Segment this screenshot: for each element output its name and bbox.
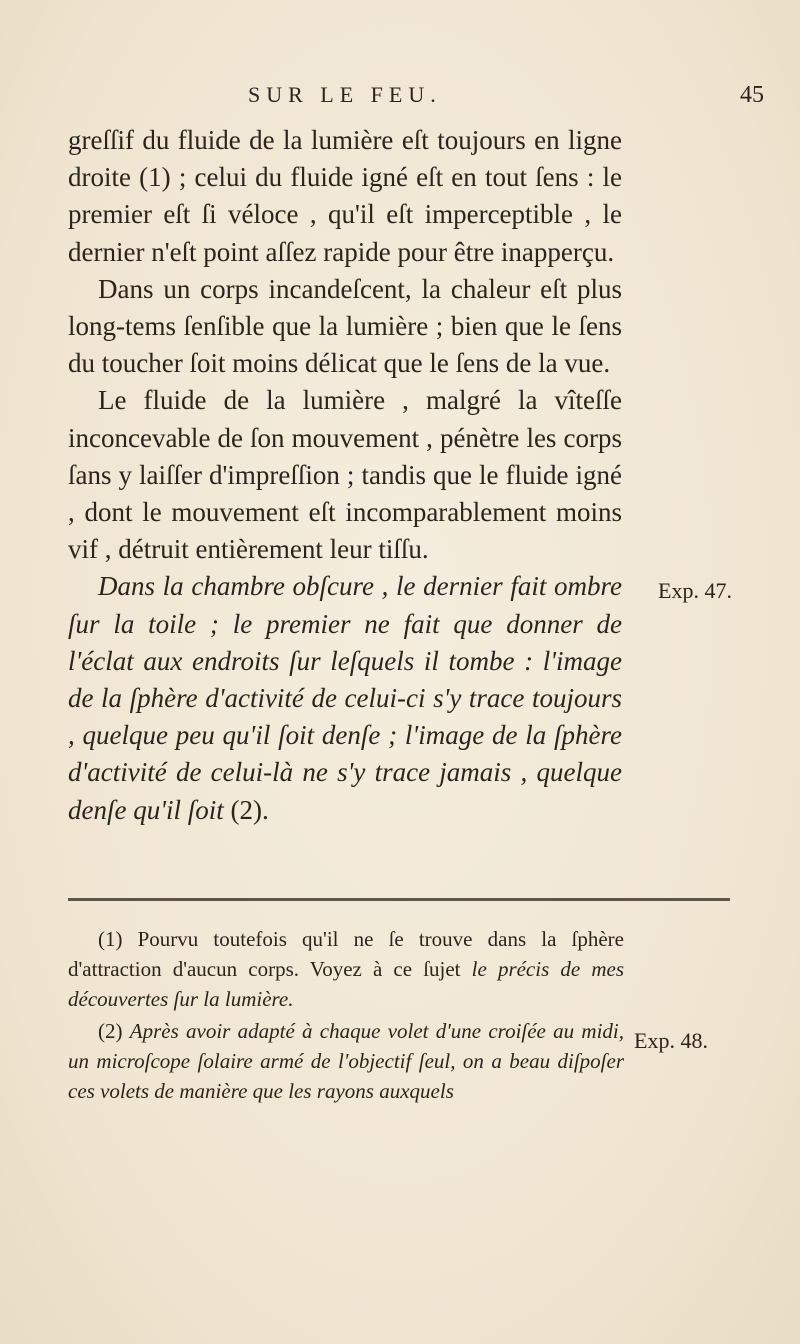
paragraph-1: greſſif du fluide de la lumière eſt toujours en ligne droite (1) ; celui du fluide igné eſt en tout ſens : le premier eſt ſi véloce , qu'il eſt imperceptible , le dernier n'eſt point aſſez rapide pour être inapperçu. [68,125,622,267]
paragraph-2: Dans un corps incandeſcent, la chaleur eſt plus long-tems ſenſible que la lumière ; bien que le ſens du toucher ſoit moins délicat que le ſens de la vue. [68,273,622,379]
margin-note-exp48: Exp. 48. [634,1028,708,1053]
footnote-2-marker: (2) [98,1019,130,1043]
page-number: 45 [740,82,764,108]
page-header [0,82,800,116]
italic-paragraph-text: Dans la chambre obſcure , le dernier fait ombre ſur la toile ; le premier ne fait que donner de l'éclat aux endroits ſur leſquels il tombe : l'image de la ſphère d'activité de celui-ci s'y trace toujours , quelque peu qu'il ſoit denſe ; l'image de la ſphère d'activité de celui-là ne s'y trace jamais , quelque denſe qu'il ſoit [68,571,622,825]
running-title: SUR LE FEU. [248,82,442,107]
paragraph-italic [68,568,732,828]
margin-note-exp47: Exp. 47. [658,578,732,604]
footnote-rule [68,898,730,901]
main-text [68,122,732,829]
footnote-2-italic: Après avoir adapté à chaque volet d'une croiſée au midi, un microſcope ſolaire armé de l'objectif ſeul, on a beau diſpoſer ces volets de manière que les rayons auxquels [68,1019,624,1103]
footnote-1-text: (1) Pourvu toutefois qu'il ne ſe trouve dans la ſphère d'attraction d'aucun corps. Voyez à ce ſujet [68,927,624,981]
footnote-1-italic: le précis de mes découvertes ſur la lumière. [68,957,624,1011]
footnote-ref-2: (2). [223,794,269,825]
footnotes [68,924,624,1108]
footnote-2 [68,1016,624,1106]
paragraph-3: Le fluide de la lumière , malgré la vîteſſe inconcevable de ſon mouvement , pénètre les corps ſans y laiſſer d'impreſſion ; tandis que le fluide igné , dont le mouvement eſt incomparablement moins vif , détruit entièrement leur tiſſu. [68,385,622,565]
footnote-1 [68,924,624,1014]
